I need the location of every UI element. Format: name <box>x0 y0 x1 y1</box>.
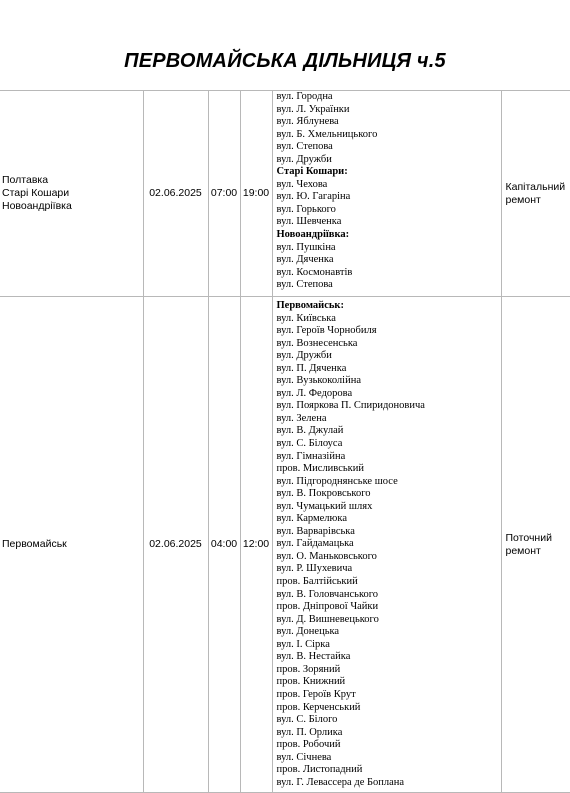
page-title: ПЕРВОМАЙСЬКА ДІЛЬНИЦЯ ч.5 <box>0 50 570 73</box>
street-item: вул. Дяченка <box>277 254 501 267</box>
street-item: вул. Д. Вишневецького <box>277 614 501 627</box>
street-item: пров. Робочий <box>277 739 501 752</box>
street-item: пров. Балтійський <box>277 576 501 589</box>
street-item: пров. Зоряний <box>277 664 501 677</box>
street-item: пров. Героїв Крут <box>277 689 501 702</box>
street-item: вул. Донецька <box>277 626 501 639</box>
streets-cell <box>272 91 501 297</box>
locality-name: Старі Кошари <box>2 187 143 200</box>
schedule-table <box>0 90 570 793</box>
street-item: вул. Ю. Гагаріна <box>277 191 501 204</box>
locality-heading: Новоандріївка: <box>277 229 501 242</box>
street-item: вул. В. Джулай <box>277 425 501 438</box>
street-item: вул. Гімназійна <box>277 451 501 464</box>
street-item: вул. Кармелюка <box>277 513 501 526</box>
street-item: вул. Пояркова П. Спиридоновича <box>277 400 501 413</box>
street-item: вул. Яблунева <box>277 116 501 129</box>
locality-name: Новоандріївка <box>2 200 143 213</box>
end-time-cell: 12:00 <box>240 297 272 793</box>
street-item: вул. С. Білого <box>277 714 501 727</box>
street-item: пров. Керченський <box>277 702 501 715</box>
street-item: вул. Л. Українки <box>277 104 501 117</box>
street-item: вул. Варварівська <box>277 526 501 539</box>
street-item: вул. П. Орлика <box>277 727 501 740</box>
street-item: вул. Вузькоколійна <box>277 375 501 388</box>
work-type-line: Поточний <box>506 532 570 545</box>
work-type-cell <box>501 91 570 297</box>
street-item: вул. Космонавтів <box>277 267 501 280</box>
street-item: вул. П. Дяченка <box>277 363 501 376</box>
locality-cell <box>0 91 143 297</box>
street-list <box>277 91 501 292</box>
street-item: пров. Листопадний <box>277 764 501 777</box>
street-item: вул. Київська <box>277 313 501 326</box>
work-type-line: ремонт <box>506 194 570 207</box>
streets-cell <box>272 297 501 793</box>
street-item: вул. Героїв Чорнобиля <box>277 325 501 338</box>
work-type-cell <box>501 297 570 793</box>
locality-heading: Старі Кошари: <box>277 166 501 179</box>
start-time-cell: 04:00 <box>208 297 240 793</box>
street-item: вул. Степова <box>277 141 501 154</box>
street-item: вул. О. Маньковського <box>277 551 501 564</box>
locality-name: Полтавка <box>2 174 143 187</box>
street-item: пров. Мисливський <box>277 463 501 476</box>
street-item: вул. Січнева <box>277 752 501 765</box>
street-item: вул. В. Покровського <box>277 488 501 501</box>
street-item: вул. В. Головчанського <box>277 589 501 602</box>
street-item: вул. Дружби <box>277 350 501 363</box>
locality-name: Первомайськ <box>2 538 143 551</box>
street-item: вул. Степова <box>277 279 501 292</box>
street-list <box>277 300 501 789</box>
street-item: вул. Гайдамацька <box>277 538 501 551</box>
locality-cell <box>0 297 143 793</box>
street-item: вул. Чумацький шлях <box>277 501 501 514</box>
start-time-cell: 07:00 <box>208 91 240 297</box>
locality-heading: Первомайськ: <box>277 300 501 313</box>
street-item: вул. Б. Хмельницького <box>277 129 501 142</box>
street-item: вул. Пушкіна <box>277 242 501 255</box>
table-row <box>0 297 570 793</box>
street-item: вул. Вознесенська <box>277 338 501 351</box>
street-item: вул. Г. Левассера де Боплана <box>277 777 501 790</box>
street-item: вул. Зелена <box>277 413 501 426</box>
street-item: вул. Чехова <box>277 179 501 192</box>
street-item: вул. Горького <box>277 204 501 217</box>
street-item: вул. Р. Шухевича <box>277 563 501 576</box>
street-item: пров. Дніпрової Чайки <box>277 601 501 614</box>
end-time-cell: 19:00 <box>240 91 272 297</box>
street-item: вул. Шевченка <box>277 216 501 229</box>
street-item: вул. Л. Федорова <box>277 388 501 401</box>
street-item: вул. Підгороднянське шосе <box>277 476 501 489</box>
work-type-line: Капітальний <box>506 181 570 194</box>
street-item: пров. Книжний <box>277 676 501 689</box>
table-row <box>0 91 570 297</box>
street-item: вул. Дружби <box>277 154 501 167</box>
street-item: вул. В. Нестайка <box>277 651 501 664</box>
street-item: вул. І. Сірка <box>277 639 501 652</box>
work-type-line: ремонт <box>506 545 570 558</box>
date-cell: 02.06.2025 <box>143 297 208 793</box>
date-cell: 02.06.2025 <box>143 91 208 297</box>
street-item: вул. С. Білоуса <box>277 438 501 451</box>
street-item: вул. Городна <box>277 91 501 104</box>
